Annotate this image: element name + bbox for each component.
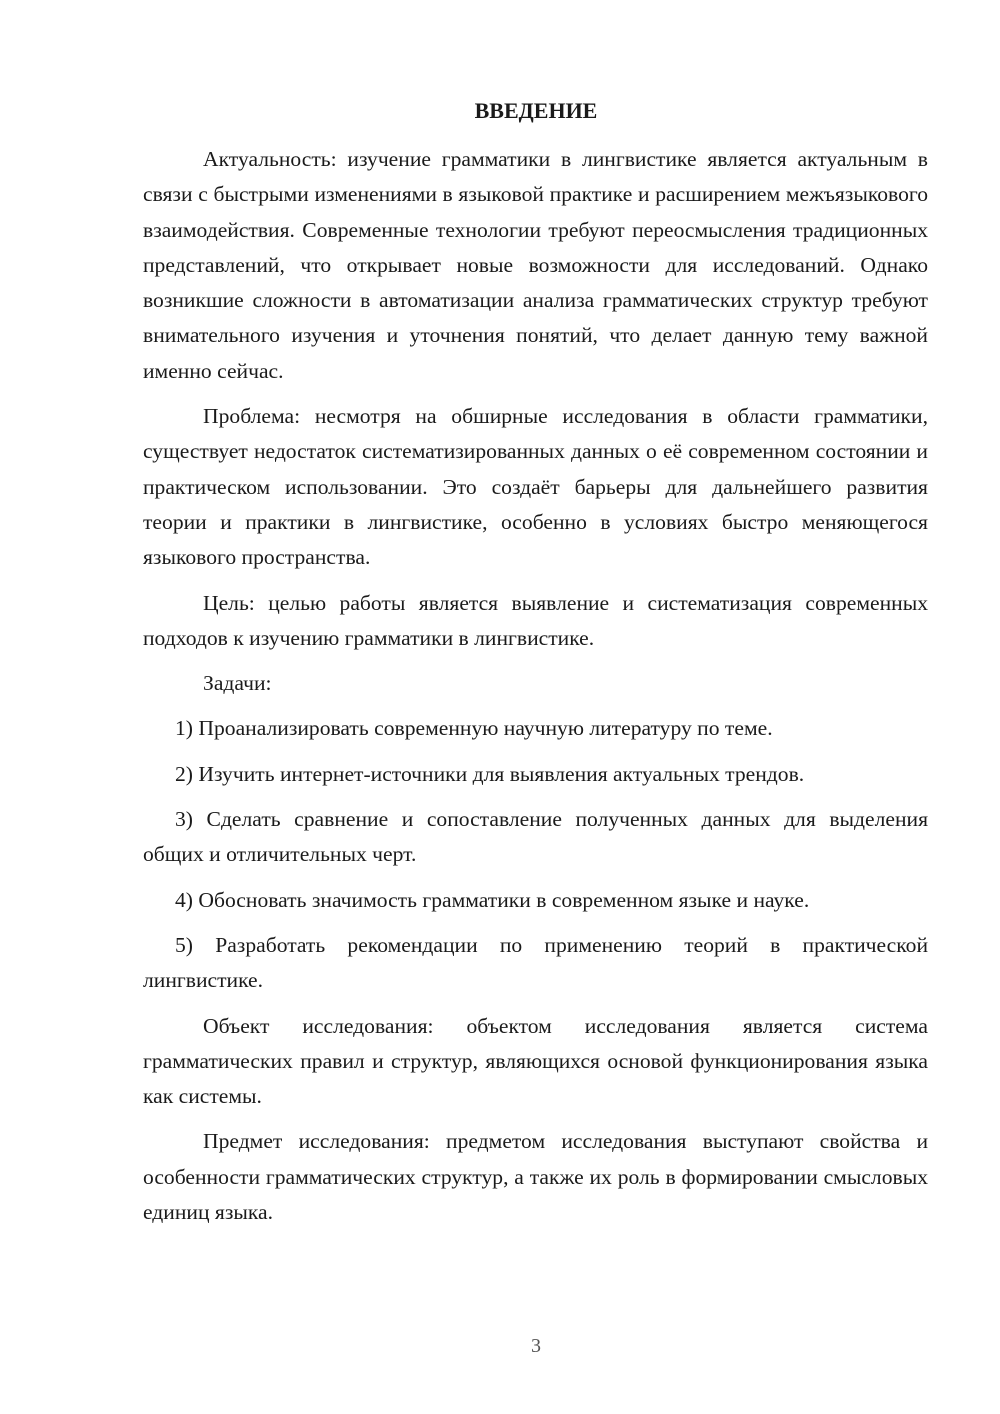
paragraph-object: Объект исследования: объектом исследования является система грамматических правил и структур, являющихся основой функционирования языка как системы. [143, 1013, 928, 1109]
tasks-heading: Задачи: [203, 671, 272, 696]
task-item-1: 1) Проанализировать современную научную литературу по теме. [175, 716, 773, 741]
paragraph-relevance: Актуальность: изучение грамматики в лингвистике является актуальным в связи с быстрыми изменениями в языковой практике и расширением межъязыкового взаимодействия. Современные технологии требуют переосмысления традиционных представлений, что открывает новые возможности для исследований. Однако возникшие сложности в автоматизации анализа грамматических структур требуют внимательного изучения и уточнения понятий, что делает данную тему важной именно сейчас. [143, 147, 928, 383]
task-item-4: 4) Обосновать значимость грамматики в современном языке и науке. [175, 887, 810, 912]
document-body [143, 142, 928, 1230]
page-title: ВВЕДЕНИЕ [474, 98, 598, 123]
paragraph-problem: Проблема: несмотря на обширные исследования в области грамматики, существует недостаток систематизированных данных о её современном состоянии и практическом использовании. Это создаёт барьеры для дальнейшего развития теории и практики в лингвистике, особенно в условиях быстро меняющегося языкового пространства. [143, 404, 928, 570]
task-item-2: 2) Изучить интернет-источники для выявления актуальных трендов. [175, 761, 805, 786]
task-item-5: 5) Разработать рекомендации по применению теорий в практической лингвистике. [143, 932, 928, 993]
paragraph-subject: Предмет исследования: предметом исследования выступают свойства и особенности грамматических структур, а также их роль в формировании смысловых единиц языка. [143, 1129, 928, 1225]
paragraph-goal: Цель: целью работы является выявление и систематизация современных подходов к изучению грамматики в лингвистике. [143, 590, 928, 650]
task-item-3: 3) Сделать сравнение и сопоставление полученных данных для выделения общих и отличительных черт. [143, 807, 928, 867]
page-number: 3 [531, 1335, 541, 1357]
